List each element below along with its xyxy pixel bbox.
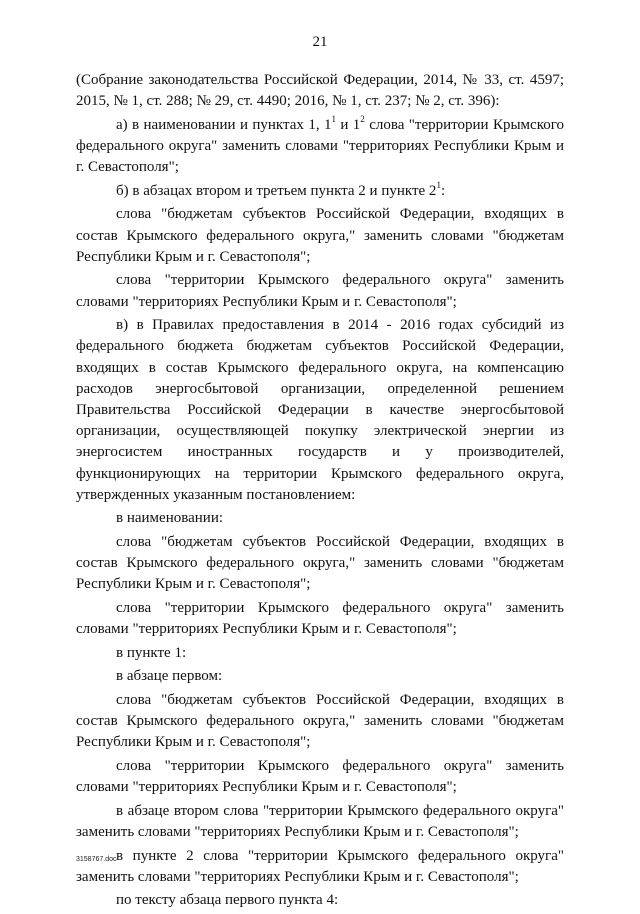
paragraph: по тексту абзаца первого пункта 4: [116,892,339,909]
paragraph: (Собрание законодательства Российской Федерации, 2014, № 33, ст. 4597; 2015, № 1, ст. 288; № 29, ст. 4490; 2016, № 1, ст. 237; № 2, ст. 396): [76,72,564,110]
paragraph: слова "бюджетам субъектов Российской Федерации, входящих в состав Крымского федерального округа," заменить словами "бюджетам Республики Крым и г. Севастополя"; [76,534,564,593]
paragraph: слова "территории Крымского федерального округа" заменить словами "территориях Республики Крым и г. Севастополя"; [76,600,564,638]
paragraph: в наименовании: [116,510,224,527]
document-body [76,70,564,914]
paragraph: в абзаце первом: [116,668,223,685]
paragraph-item-b: б) в абзацах втором и третьем пункта 2 и пункте $2^1$: [116,179,446,199]
document-filename: 3158767.doc [76,856,117,863]
paragraph: слова "бюджетам субъектов Российской Федерации, входящих в состав Крымского федерального округа," заменить словами "бюджетам Республики Крым и г. Севастополя"; [76,691,564,751]
paragraph: слова "территории Крымского федерального округа" заменить словами "территориях Республики Крым и г. Севастополя"; [76,757,564,796]
paragraph-item-a: а) в наименовании и пунктах 1, $1^1$ и $1^2$ слова "территории Крымского федерального округа" заменить словами "территориях Республики Крым и г. Севастополя"; [76,113,564,176]
page-number: 21 [312,34,328,50]
paragraph: слова "бюджетам субъектов Российской Федерации, входящих в состав Крымского федерального округа," заменить словами "бюджетам Республики Крым и г. Севастополя"; [76,206,564,265]
paragraph: слова "территории Крымского федерального округа" заменить словами "территориях Республики Крым и г. Севастополя"; [76,272,564,310]
paragraph: в пункте 2 слова "территории Крымского федерального округа" заменить словами "территориях Республики Крым и г. Севастополя"; [76,847,564,885]
paragraph: в абзаце втором слова "территории Крымского федерального округа" заменить словами "территориях Республики Крым и г. Севастополя"; [76,802,564,840]
paragraph: в пункте 1: [116,644,187,661]
paragraph-item-v: в) в Правилах предоставления в 2014 - 2016 годах субсидий из федерального бюджета бюджетам субъектов Российской Федерации, входящих в состав Крымского федерального округа, на компенсацию расходов энергосбытовой организации, определенной решением Правительства Российской Федерации в качестве энергосбытовой организации, осуществляющей покупку электрической энергии из энергосистем иностранных государств и у производителей, функционирующих на территории Крымского федерального округа, утвержденных указанным постановлением: [76,317,564,503]
